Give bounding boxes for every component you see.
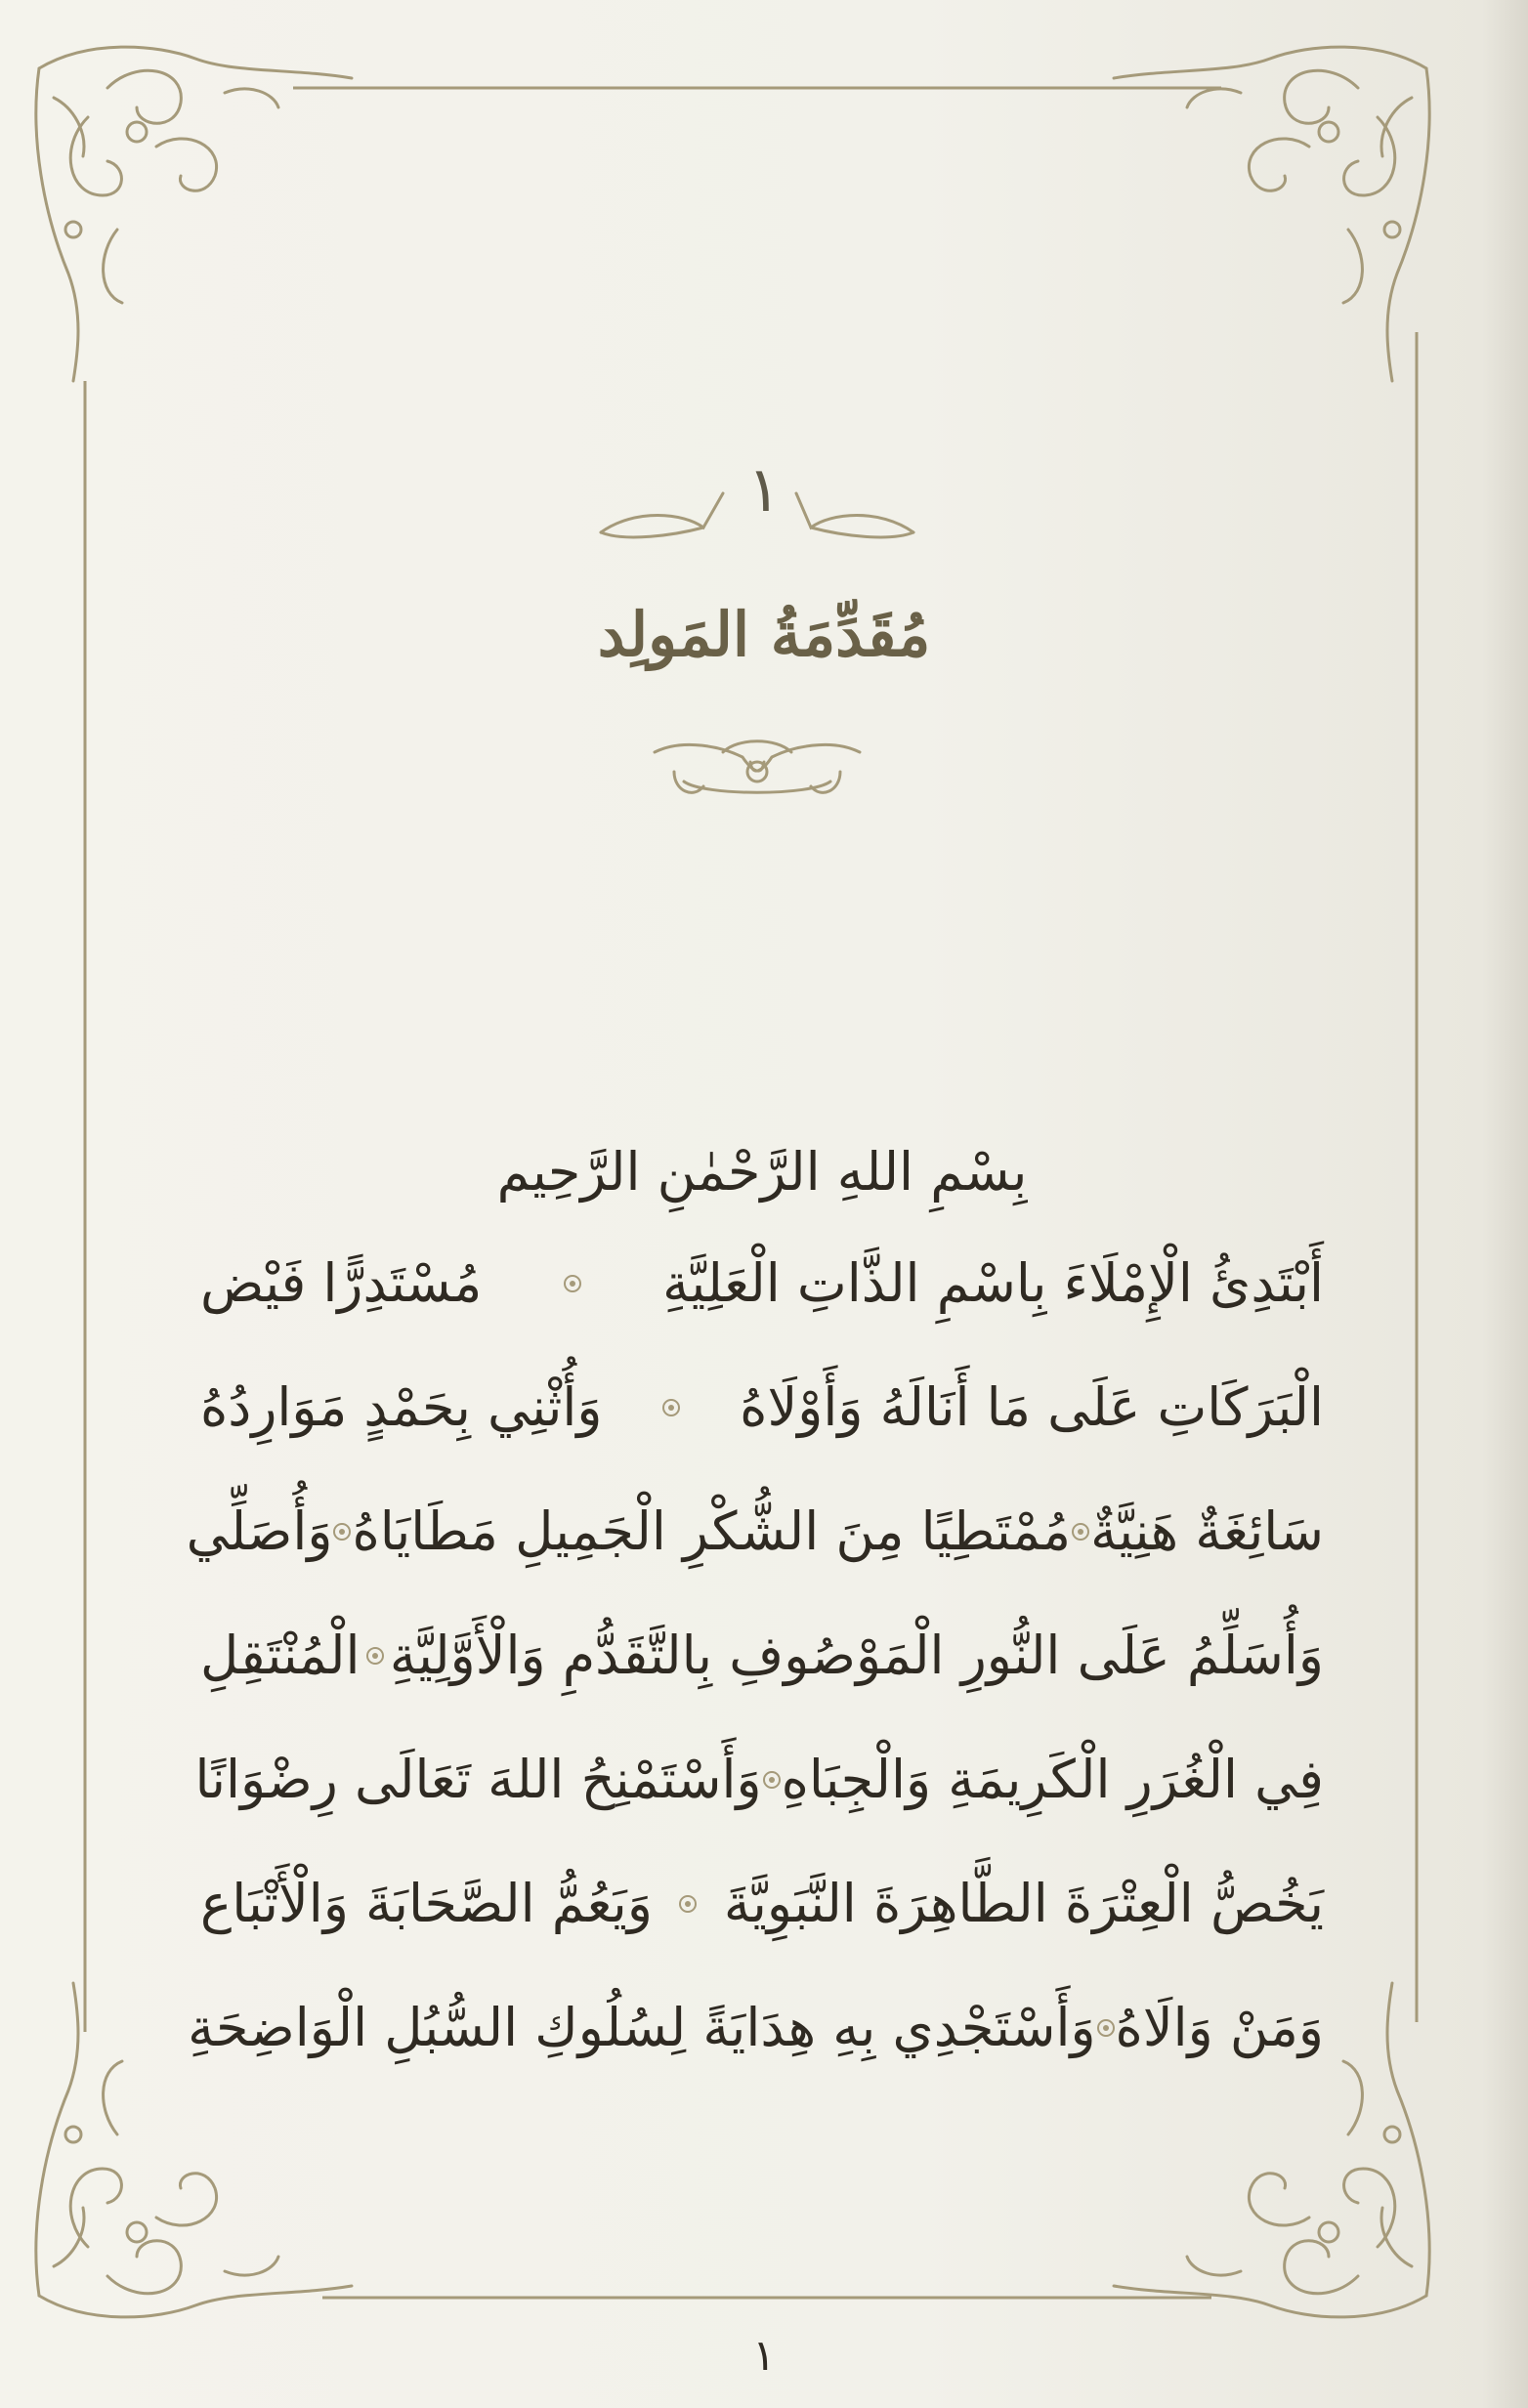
corner-ornament-top-left	[36, 47, 352, 381]
body-text	[186, 1123, 1324, 2090]
basmala: بِسْمِ اللهِ الرَّحْمٰنِ الرَّحِيم	[496, 1141, 1028, 1203]
line-4-segment-2: الْمُنْتَقِلِ	[200, 1625, 361, 1686]
line-4-segment-1: وَأُسَلِّمُ عَلَى النُّورِ الْمَوْصُوفِ بِالتَّقَدُّمِ وَالْأَوَّلِيَّةِ	[389, 1625, 1324, 1686]
text-line-5	[194, 1717, 1324, 1841]
line-5-segment-1: فِي الْغُرَرِ الْكَرِيمَةِ وَالْجِبَاهِ	[781, 1749, 1324, 1810]
line-2-segment-2: وَأُثْنِي بِحَمْدٍ مَوَارِدُهُ	[200, 1376, 603, 1438]
text-line-1	[200, 1221, 1324, 1345]
verse-separator-icon	[1071, 1522, 1090, 1542]
line-6-segment-1: يَخُصُّ الْعِتْرَةَ الطَّاهِرَةَ النَّبَوِيَّةَ	[723, 1873, 1324, 1934]
line-7-segment-1: وَمَنْ وَالَاهُ	[1115, 1997, 1324, 2058]
text-line-7	[188, 1965, 1324, 2090]
verse-separator-icon	[762, 1770, 782, 1790]
text-line-4	[200, 1593, 1324, 1717]
title-ornament	[655, 741, 860, 793]
line-2-segment-1: الْبَرَكَاتِ عَلَى مَا أَنَالَهُ وَأَوْلَاهُ	[740, 1376, 1324, 1438]
verse-separator-icon	[332, 1522, 352, 1542]
verse-separator-icon	[1096, 2018, 1116, 2038]
line-3-segment-2: مُمْتَطِيًا مِنَ الشُّكْرِ الْجَمِيلِ مَطَايَاهُ	[352, 1500, 1072, 1562]
line-7-segment-2: وَأَسْتَجْدِي بِهِ هِدَايَةً لِسُلُوكِ السُّبُلِ الْوَاضِحَةِ	[188, 1997, 1096, 2058]
chapter-title: مُقَدِّمَةُ المَولِد	[597, 599, 931, 670]
text-line-3	[186, 1469, 1324, 1593]
text-line-6	[200, 1841, 1324, 1965]
text-line-2	[200, 1345, 1324, 1469]
corner-ornament-top-right	[1114, 47, 1429, 381]
verse-separator-icon	[365, 1646, 385, 1666]
line-5-segment-2: وَأَسْتَمْنِحُ اللهَ تَعَالَى رِضْوَانًا	[194, 1749, 762, 1810]
page-number: ١	[752, 2331, 776, 2381]
line-3-segment-3: وَأُصَلِّي	[186, 1500, 333, 1562]
line-6-segment-2: وَيَعُمُّ الصَّحَابَةَ وَالْأَتْبَاع	[200, 1873, 653, 1934]
verse-separator-icon	[563, 1274, 582, 1293]
line-1-segment-2: مُسْتَدِرًّا فَيْض	[200, 1252, 483, 1314]
verse-separator-icon	[661, 1398, 681, 1417]
line-3-segment-1: سَائِغَةٌ هَنِيَّةٌ	[1090, 1500, 1324, 1562]
verse-separator-icon	[678, 1894, 698, 1914]
chapter-number: ١	[746, 454, 782, 527]
line-1-segment-1: أَبْتَدِئُ الْإِمْلَاءَ بِاسْمِ الذَّاتِ الْعَلِيَّةِ	[662, 1252, 1324, 1314]
